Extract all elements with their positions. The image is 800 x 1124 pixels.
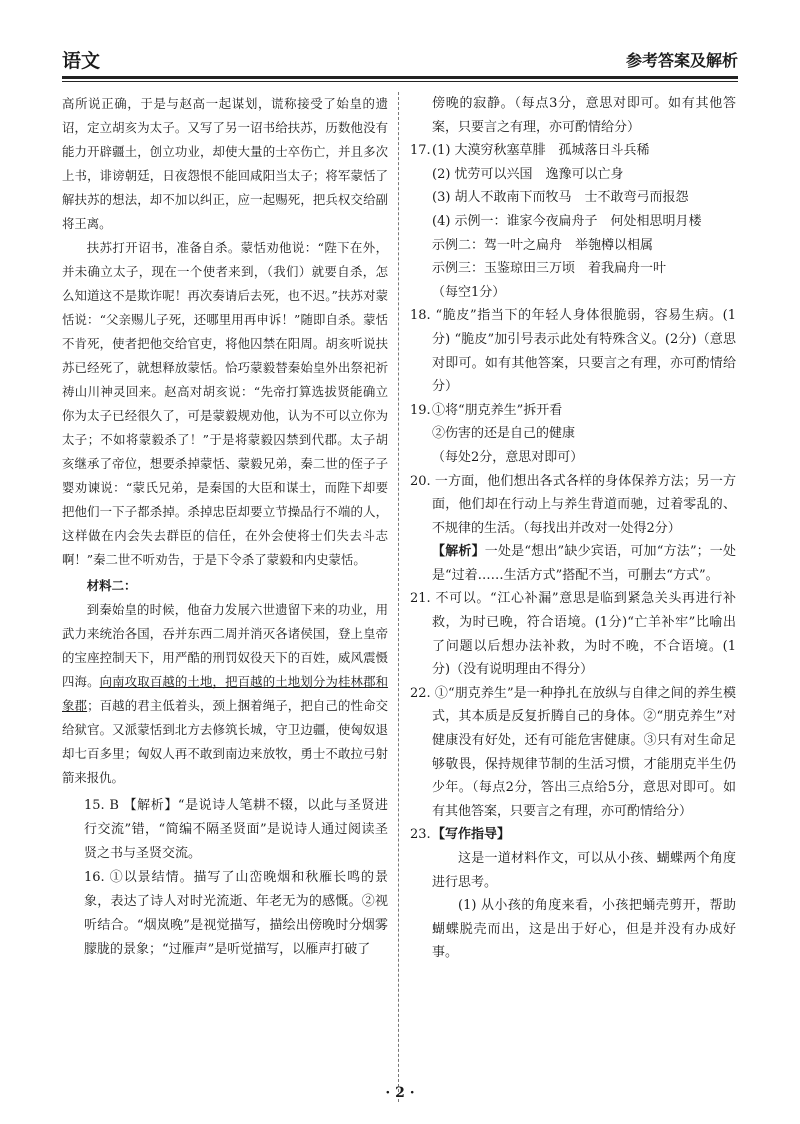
answer-22: 22. ①“朋克养生”是一种挣扎在放纵与自律之间的养生模式，其本质是反复折腾自己的身体。②“朋克养生”对健康没有好处，还有可能危害健康。③只有对生命足够敬畏，保持规律节制的生活习惯，才能朋克半生仍少年。（每点2分，答出三点给5分，意思对即可。如有其他答案，只要言之有理，亦可酌情给分） xyxy=(410,685,736,819)
page-number: · 2 · xyxy=(385,1085,415,1101)
answer-16-continued: 傍晚的寂静。（每点3分，意思对即可。如有其他答案，只要言之有理，亦可酌情给分） xyxy=(432,96,736,135)
answer-23-paragraph-2: (1) 从小孩的角度来看，小孩把蛹壳剪开，帮助蝴蝶脱壳而出，这是出于好心，但是并没有办成好事。 xyxy=(432,898,736,961)
answer-23-number: 23. xyxy=(410,827,431,843)
answer-20-analysis: 【解析】一处是“想出”缺少宾语，可加“方法”；一处是“过着……生活方式”搭配不当，可删去“方式”。 xyxy=(432,544,736,583)
answer-17-number: 17. xyxy=(410,143,431,159)
answer-17-line: 示例二：驾一叶之扁舟 举匏樽以相属 xyxy=(432,237,654,253)
answer-19-line: （每处2分，意思对即可） xyxy=(432,449,584,465)
material-two-heading: 材料二： xyxy=(86,578,137,593)
header-rule-thin xyxy=(62,81,738,82)
column-divider xyxy=(398,92,399,1102)
writing-guide-tag: 【写作指导】 xyxy=(432,827,511,843)
answer-17-line: (2) 忧劳可以兴国 逸豫可以亡身 xyxy=(432,166,624,182)
left-column xyxy=(62,92,388,962)
answer-19-line: ①将“朋克养生”拆开看 xyxy=(432,402,563,418)
right-column xyxy=(410,92,736,965)
header-rule-thick xyxy=(62,76,738,79)
answer-18: 18. “脆皮”指当下的年轻人身体很脆弱，容易生病。(1分) “脆皮”加引号表示此处有特殊含义。(2分)（意思对即可。如有其他答案，只要言之有理，亦可酌情给分） xyxy=(410,308,736,395)
section-title: 参考答案及解析 xyxy=(625,51,738,70)
answer-17-line: （每空1分） xyxy=(432,284,506,300)
subject-label: 语文 xyxy=(62,50,101,72)
answer-17-line: (3) 胡人不敢南下而牧马 士不敢弯弓而报怨 xyxy=(432,190,689,206)
analysis-tag: 【解析】 xyxy=(432,544,485,560)
material-paragraph-2: 扶苏打开诏书，准备自杀。蒙恬劝他说：“陛下在外，并未确立太子，现在一个使者来到，（我们）就要自杀，怎么知道这不是欺诈呢！再次奏请后去死，也不迟。”扶苏对蒙恬说：“父亲赐儿子死，还哪里用再申诉！”随即自杀。蒙恬不肯死，使者把他交给官吏，将他囚禁在阳周。胡亥听说扶苏已经死了，就想释放蒙恬。恰巧蒙毅替秦始皇外出祭祀祈祷山川神灵回来。赵高对胡亥说：“先帝打算选拔贤能确立你为太子已经很久了，可是蒙毅规劝他，认为不可以立你为太子；不如将蒙毅杀了！”于是将蒙毅囚禁到代郡。太子胡亥继承了帝位，想要杀掉蒙恬、蒙毅兄弟，秦二世的侄子子婴劝谏说：“蒙氏兄弟，是秦国的大臣和谋士，而陛下却要把他们一下子都杀掉。杀掉忠臣却要立节操品行不端的人，这样做在内会失去群臣的信任，在外会使将士们失去斗志啊！”秦二世不听劝告，于是下令杀了蒙毅和内史蒙恬。 xyxy=(62,240,388,567)
answer-19-line: ②伤害的还是自己的健康 xyxy=(432,426,576,442)
answer-16: 16. ①以景结情。描写了山峦晚烟和秋雁长鸣的景象，表达了诗人对时光流逝、年老无为的感慨。②视听结合。“烟岚晚”是视觉描写，描绘出傍晚时分烟雾朦胧的景象；“过雁声”是听觉描写，以雁声打破了 xyxy=(84,870,388,957)
answer-17 xyxy=(410,139,736,304)
answer-17-line: (1) 大漠穷秋塞草腓 孤城落日斗兵稀 xyxy=(432,143,650,159)
answer-19 xyxy=(410,399,736,470)
answer-23-paragraph-1: 这是一道材料作文，可以从小孩、蝴蝶两个角度进行思考。 xyxy=(432,851,736,890)
underlined-sentence: 向南攻取百越的土地，把百越的土地划分为桂林郡和象郡 xyxy=(62,674,389,713)
material-paragraph-1: 高所说正确，于是与赵高一起谋划，谎称接受了始皇的遗诏，定立胡亥为太子。又写了另一诏书给扶苏，历数他没有能力开辟疆土，创立功业，却使大量的士卒伤亡，并且多次上书，诽谤朝廷，日夜怨恨不能回咸阳当太子；将军蒙恬了解扶苏的想法，却不加以纠正，应一起赐死，把兵权交给副将王离。 xyxy=(62,96,388,231)
answer-19-number: 19. xyxy=(410,402,431,418)
answer-21: 21. 不可以。“江心补漏”意思是临到紧急关头再进行补救，为时已晚，符合语境。(1分)“亡羊补牢”比喻出了问题以后想办法补救，为时不晚，不合语境。(1分)（没有说明理由不得分） xyxy=(410,591,736,678)
material-paragraph-3: 到秦始皇的时候，他奋力发展六世遗留下来的功业，用武力来统治各国，吞并东西二周并消灭各诸侯国，登上皇帝的宝座控制天下，用严酷的刑罚奴役天下的百姓，威风震慑四海。向南攻取百越的土地，把百越的土地划分为桂林郡和象郡；百越的君主低着头，颈上捆着绳子，把自己的性命交给狱官。又派蒙恬到北方去修筑长城，守卫边疆，使匈奴退却七百多里；匈奴人再不敢到南边来放牧，勇士不敢拉弓射箭来报仇。 xyxy=(62,602,389,785)
page-header xyxy=(62,44,738,72)
answer-17-line: (4) 示例一：谁家今夜扁舟子 何处相思明月楼 xyxy=(432,213,702,229)
answer-17-line: 示例三：玉鉴琼田三万顷 着我扁舟一叶 xyxy=(432,261,667,277)
answer-15: 15. B 【解析】“是说诗人笔耕不辍，以此与圣贤进行交流”错，“简编不隔圣贤面”是说诗人通过阅读圣贤之书与圣贤交流。 xyxy=(84,798,388,861)
answer-20: 20. 一方面，他们想出各式各样的身体保养方法；另一方面，他们却在行动上与养生背道而驰，过着零乱的、不规律的生活。（每找出并改对一处得2分） xyxy=(410,473,736,536)
